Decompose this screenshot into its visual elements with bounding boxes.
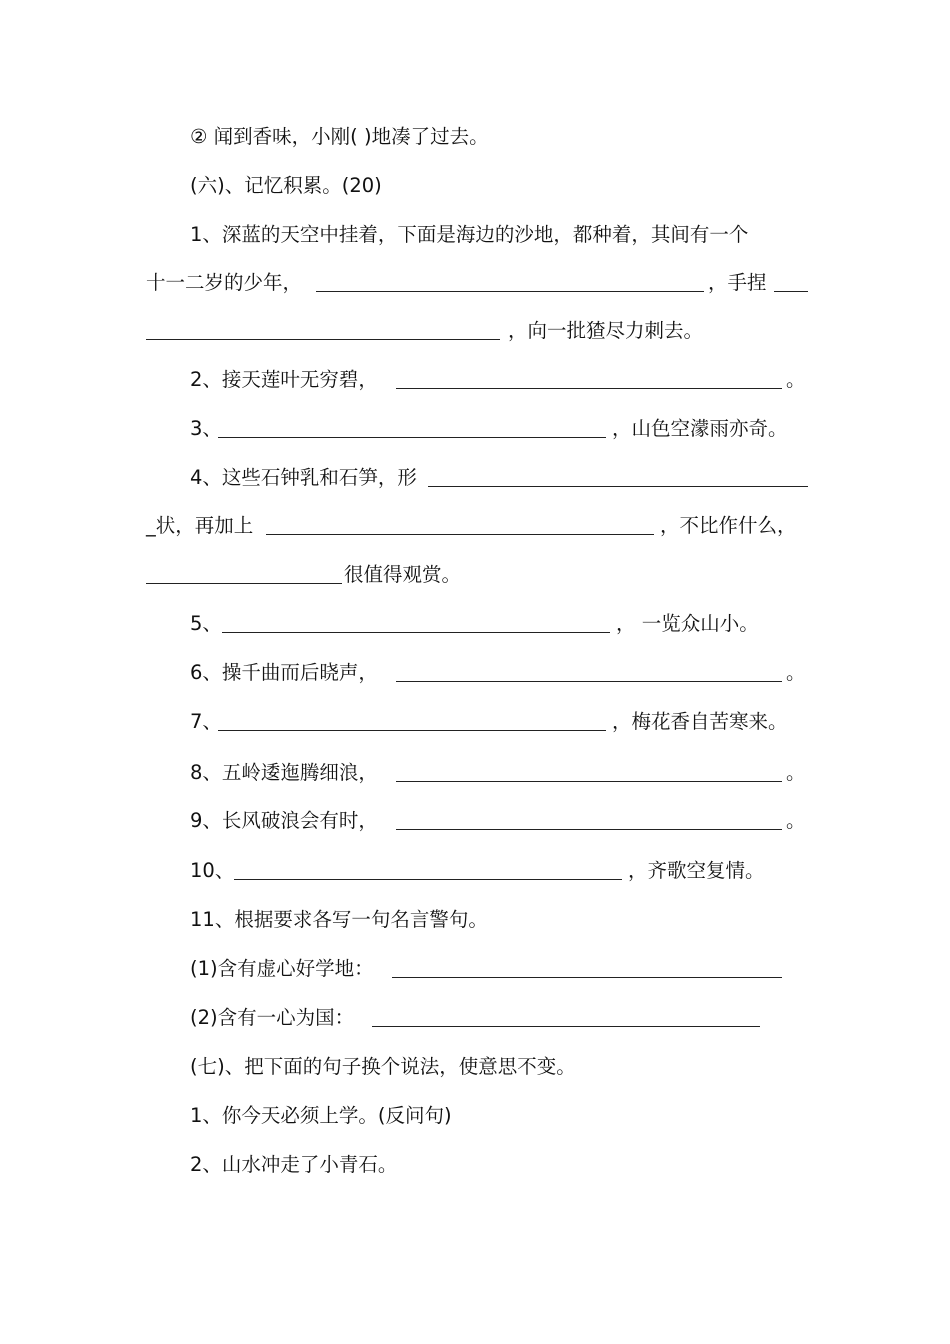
question-text: 1、你今天必须上学。(反问句) bbox=[190, 1104, 452, 1127]
question-text: 很值得观赏。 bbox=[344, 563, 462, 586]
question-text: 11、根据要求各写一句名言警句。 bbox=[190, 908, 488, 931]
answer-blank[interactable] bbox=[774, 291, 808, 292]
question-line bbox=[0, 215, 950, 255]
question-text: 4、这些石钟乳和石笋，形 bbox=[190, 466, 417, 489]
question-text: 8、五岭逶迤腾细浪， bbox=[190, 761, 378, 784]
answer-blank[interactable] bbox=[428, 486, 808, 487]
answer-blank[interactable] bbox=[146, 339, 500, 340]
question-text: ，齐歌空复情。 bbox=[628, 859, 765, 882]
question-text: 3、 bbox=[190, 417, 222, 440]
answer-blank[interactable] bbox=[396, 781, 782, 782]
question-text: 。 bbox=[786, 761, 806, 784]
answer-blank[interactable] bbox=[372, 1026, 760, 1027]
question-text: 。 bbox=[786, 368, 806, 391]
answer-blank[interactable] bbox=[396, 681, 782, 682]
question-line bbox=[0, 653, 950, 693]
section-heading-text: (六)、记忆积累。(20) bbox=[190, 174, 382, 197]
answer-blank[interactable] bbox=[396, 388, 782, 389]
question-line bbox=[0, 360, 950, 400]
question-line bbox=[0, 263, 950, 303]
answer-blank[interactable] bbox=[146, 583, 342, 584]
section-heading bbox=[0, 1047, 950, 1087]
question-line bbox=[0, 702, 950, 742]
question-line bbox=[0, 1145, 950, 1185]
question-text: ，山色空濛雨亦奇。 bbox=[612, 417, 788, 440]
question-text: ，不比作什么， bbox=[660, 514, 797, 537]
question-text: 1、深蓝的天空中挂着，下面是海边的沙地，都种着，其间有一个 bbox=[190, 223, 749, 246]
question-line bbox=[0, 555, 950, 595]
question-line bbox=[0, 998, 950, 1038]
question-line bbox=[0, 801, 950, 841]
question-line bbox=[0, 458, 950, 498]
question-line bbox=[0, 506, 950, 546]
question-text: ，梅花香自苦寒来。 bbox=[612, 710, 788, 733]
question-text: 2、山水冲走了小青石。 bbox=[190, 1153, 398, 1176]
question-line bbox=[0, 949, 950, 989]
answer-blank[interactable] bbox=[222, 632, 610, 633]
question-text: 十一二岁的少年， bbox=[146, 271, 303, 294]
question-text: ，手捏 bbox=[708, 271, 767, 294]
answer-blank[interactable] bbox=[234, 879, 622, 880]
question-line bbox=[0, 851, 950, 891]
question-line bbox=[0, 409, 950, 449]
question-text: (2)含有一心为国： bbox=[190, 1006, 355, 1029]
question-text: _状，再加上 bbox=[146, 514, 254, 537]
question-line bbox=[0, 311, 950, 351]
question-line bbox=[0, 117, 950, 157]
question-line bbox=[0, 604, 950, 644]
question-line bbox=[0, 1096, 950, 1136]
question-text: 2、接天莲叶无穷碧， bbox=[190, 368, 378, 391]
answer-blank[interactable] bbox=[218, 730, 606, 731]
question-text: 7、 bbox=[190, 710, 222, 733]
question-text: 10、 bbox=[190, 859, 235, 882]
answer-blank[interactable] bbox=[316, 291, 704, 292]
question-text: 。 bbox=[786, 809, 806, 832]
question-text: 。 bbox=[786, 661, 806, 684]
question-line bbox=[0, 753, 950, 793]
question-line bbox=[0, 900, 950, 940]
answer-blank[interactable] bbox=[218, 437, 606, 438]
question-text: (1)含有虚心好学地： bbox=[190, 957, 374, 980]
question-text: 6、操千曲而后晓声， bbox=[190, 661, 378, 684]
question-text: ， 一览众山小。 bbox=[616, 612, 759, 635]
section-heading-text: (七)、把下面的句子换个说法，使意思不变。 bbox=[190, 1055, 576, 1078]
question-text: 5、 bbox=[190, 612, 222, 635]
answer-blank[interactable] bbox=[392, 977, 782, 978]
answer-blank[interactable] bbox=[266, 534, 654, 535]
question-text: ，向一批猹尽力刺去。 bbox=[508, 319, 704, 342]
question-text: 9、长风破浪会有时， bbox=[190, 809, 378, 832]
answer-blank[interactable] bbox=[396, 829, 782, 830]
section-heading bbox=[0, 166, 950, 206]
question-text: ② 闻到香味，小刚( )地凑了过去。 bbox=[190, 125, 489, 148]
